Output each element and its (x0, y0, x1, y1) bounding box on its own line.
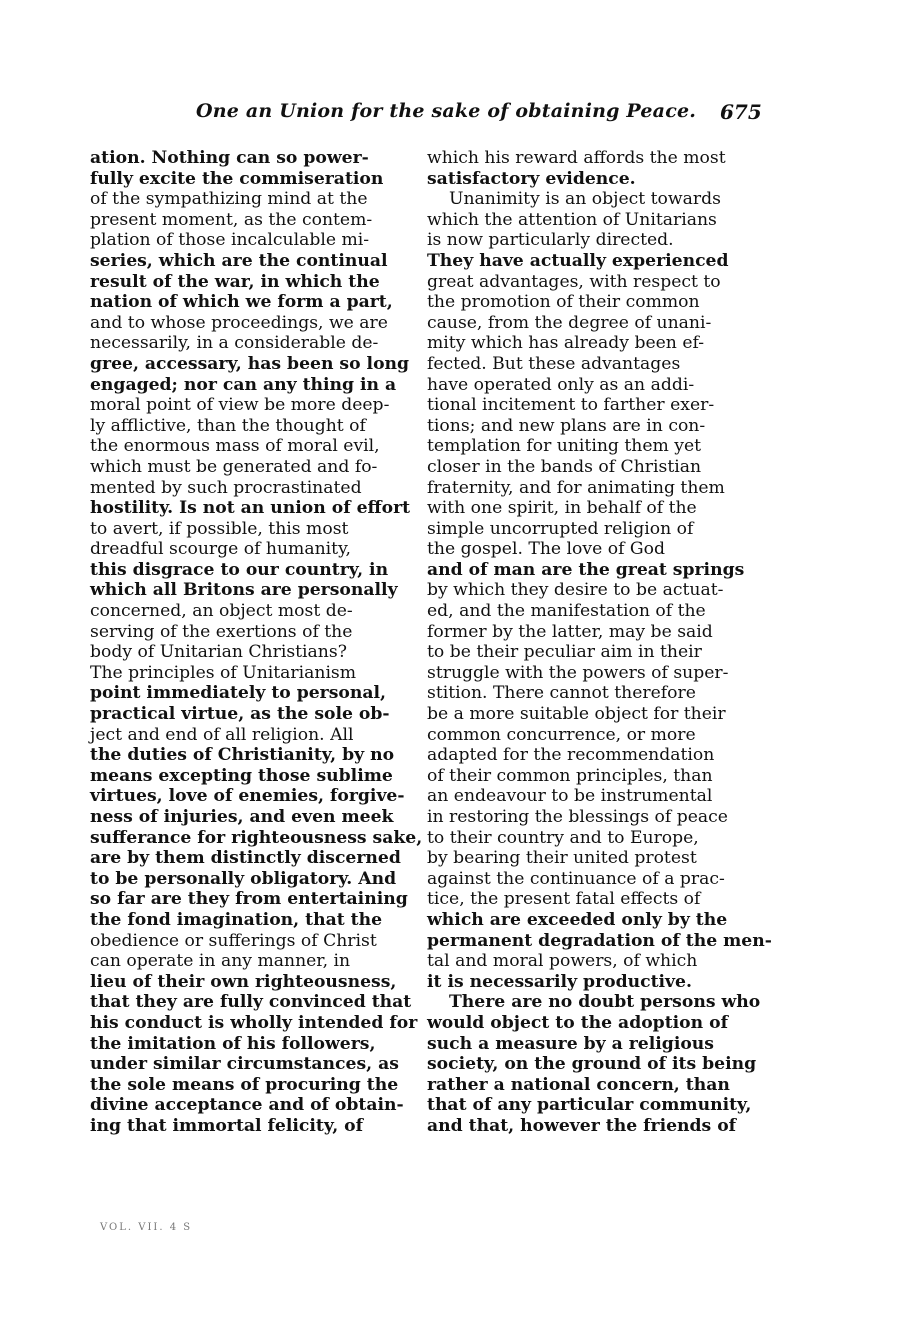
text-line: ject and end of all religion. All (90, 724, 354, 745)
text-line: his conduct is wholly intended for (90, 1012, 418, 1033)
text-line: There are no doubt persons who (449, 992, 761, 1013)
text-line: would object to the adoption of (427, 1012, 728, 1033)
running-head-title: One an Union for the sake of obtaining Peace. (196, 100, 697, 122)
text-line: ness of injuries, and even meek (90, 807, 394, 827)
text-line: permanent degradation of the men- (427, 930, 772, 951)
text-line: necessarily, in a considerable de- (90, 333, 379, 354)
text-line: fraternity, and for animating them (427, 477, 725, 498)
text-line: society, on the ground of its being (427, 1054, 757, 1075)
text-line: which are exceeded only by the (427, 909, 728, 930)
text-line: by which they desire to be actuat- (427, 580, 724, 601)
text-line: ed, and the manifestation of the (427, 601, 706, 622)
text-line: ly afflictive, than the thought of (90, 415, 366, 436)
text-line: in restoring the blessings of peace (427, 807, 728, 827)
text-line: which the attention of Unitarians (427, 209, 717, 230)
text-line: are by them distinctly discerned (90, 848, 401, 869)
text-line: common concurrence, or more (427, 724, 696, 745)
right-text-column (427, 148, 772, 1137)
page-number: 675 (720, 100, 762, 124)
text-line: sufferance for righteousness sake, (90, 827, 423, 848)
text-line: result of the war, in which the (90, 271, 380, 292)
text-line: tal and moral powers, of which (427, 951, 698, 972)
text-line: that of any particular community, (427, 1095, 752, 1116)
text-line: the promotion of their common (427, 292, 700, 313)
text-line: it is necessarily productive. (427, 971, 692, 992)
text-line: point immediately to personal, (90, 683, 387, 704)
text-line: by bearing their united protest (427, 848, 697, 869)
text-line: stition. There cannot therefore (427, 683, 696, 704)
signature-mark: VOL. VII. 4 S (100, 1222, 193, 1233)
text-line: of their common principles, than (427, 765, 713, 786)
text-line: body of Unitarian Christians? (90, 642, 347, 663)
text-line: fully excite the commiseration (90, 168, 384, 189)
left-text-column (90, 148, 423, 1137)
text-line: the fond imagination, that the (90, 909, 383, 930)
running-header (150, 100, 770, 136)
text-line: be a more suitable object for their (427, 704, 726, 725)
text-line: to be their peculiar aim in their (427, 642, 702, 663)
text-line: such a measure by a religious (427, 1033, 714, 1054)
text-line: templation for uniting them yet (427, 436, 702, 457)
text-line: lieu of their own righteousness, (90, 971, 397, 992)
text-line: to be personally obligatory. And (90, 868, 397, 889)
text-line: engaged; nor can any thing in a (90, 374, 397, 395)
text-line: under similar circumstances, as (90, 1054, 399, 1075)
text-line: adapted for the recommendation (427, 745, 715, 766)
text-line: simple uncorrupted religion of (427, 518, 694, 539)
text-line: gree, accessary, has been so long (90, 353, 410, 374)
text-line: tions; and new plans are in con- (427, 415, 706, 436)
text-line: great advantages, with respect to (427, 271, 721, 292)
text-line: can operate in any manner, in (90, 951, 351, 972)
text-line: which must be generated and fo- (90, 456, 378, 477)
text-line: the imitation of his followers, (90, 1033, 376, 1054)
text-line: satisfactory evidence. (427, 168, 636, 189)
text-line: mented by such procrastinated (90, 477, 362, 498)
text-line: They have actually experienced (427, 250, 729, 271)
text-line: tice, the present fatal effects of (427, 889, 701, 910)
text-line: dreadful scourge of humanity, (90, 539, 351, 560)
text-line: struggle with the powers of super- (427, 662, 729, 683)
text-line: plation of those incalculable mi- (90, 230, 370, 251)
text-line: this disgrace to our country, in (90, 559, 389, 580)
text-line: tional incitement to farther exer- (427, 395, 715, 416)
text-line: practical virtue, as the sole ob- (90, 704, 390, 725)
text-line: fected. But these advantages (427, 353, 681, 374)
text-line: of the sympathizing mind at the (90, 189, 368, 210)
text-line: with one spirit, in behalf of the (427, 498, 697, 519)
text-line: cause, from the degree of unani- (427, 312, 712, 333)
text-line: serving of the exertions of the (90, 621, 353, 642)
text-line: which his reward affords the most (427, 148, 726, 168)
text-line: which all Britons are personally (90, 580, 398, 601)
text-line: the gospel. The love of God (427, 539, 665, 560)
text-line: the enormous mass of moral evil, (90, 436, 380, 457)
text-line: divine acceptance and of obtain- (90, 1095, 404, 1116)
text-line: against the continuance of a prac- (427, 868, 725, 889)
text-line: former by the latter, may be said (427, 621, 713, 642)
text-line: virtues, love of enemies, forgive- (90, 786, 405, 807)
text-line: the duties of Christianity, by no (90, 745, 395, 766)
text-line: to avert, if possible, this most (90, 518, 349, 539)
text-line: concerned, an object most de- (90, 601, 353, 622)
text-line: the sole means of procuring the (90, 1074, 399, 1095)
text-line: means excepting those sublime (90, 765, 393, 786)
text-line: moral point of view be more deep- (90, 395, 390, 416)
text-line: Unanimity is an object towards (449, 189, 721, 210)
text-line: and of man are the great springs (427, 559, 745, 580)
text-line: and to whose proceedings, we are (90, 312, 388, 333)
text-line: ing that immortal felicity, of (90, 1115, 364, 1136)
text-line: mity which has already been ef- (427, 333, 705, 354)
text-line: have operated only as an addi- (427, 374, 695, 395)
text-line: obedience or sufferings of Christ (90, 930, 377, 951)
text-line: hostility. Is not an union of effort (90, 498, 411, 519)
text-line: is now particularly directed. (427, 230, 674, 251)
text-line: ation. Nothing can so power- (90, 148, 369, 168)
text-line: so far are they from entertaining (90, 889, 408, 910)
text-line: present moment, as the contem- (90, 209, 373, 230)
text-line: and that, however the friends of (427, 1115, 737, 1136)
text-line: series, which are the continual (90, 250, 388, 271)
text-line: The principles of Unitarianism (90, 662, 357, 683)
text-line: closer in the bands of Christian (427, 456, 702, 477)
text-line: nation of which we form a part, (90, 292, 393, 313)
text-line: an endeavour to be instrumental (427, 786, 713, 807)
text-line: rather a national concern, than (427, 1074, 730, 1095)
text-line: to their country and to Europe, (427, 827, 699, 848)
text-line: that they are fully convinced that (90, 992, 412, 1013)
